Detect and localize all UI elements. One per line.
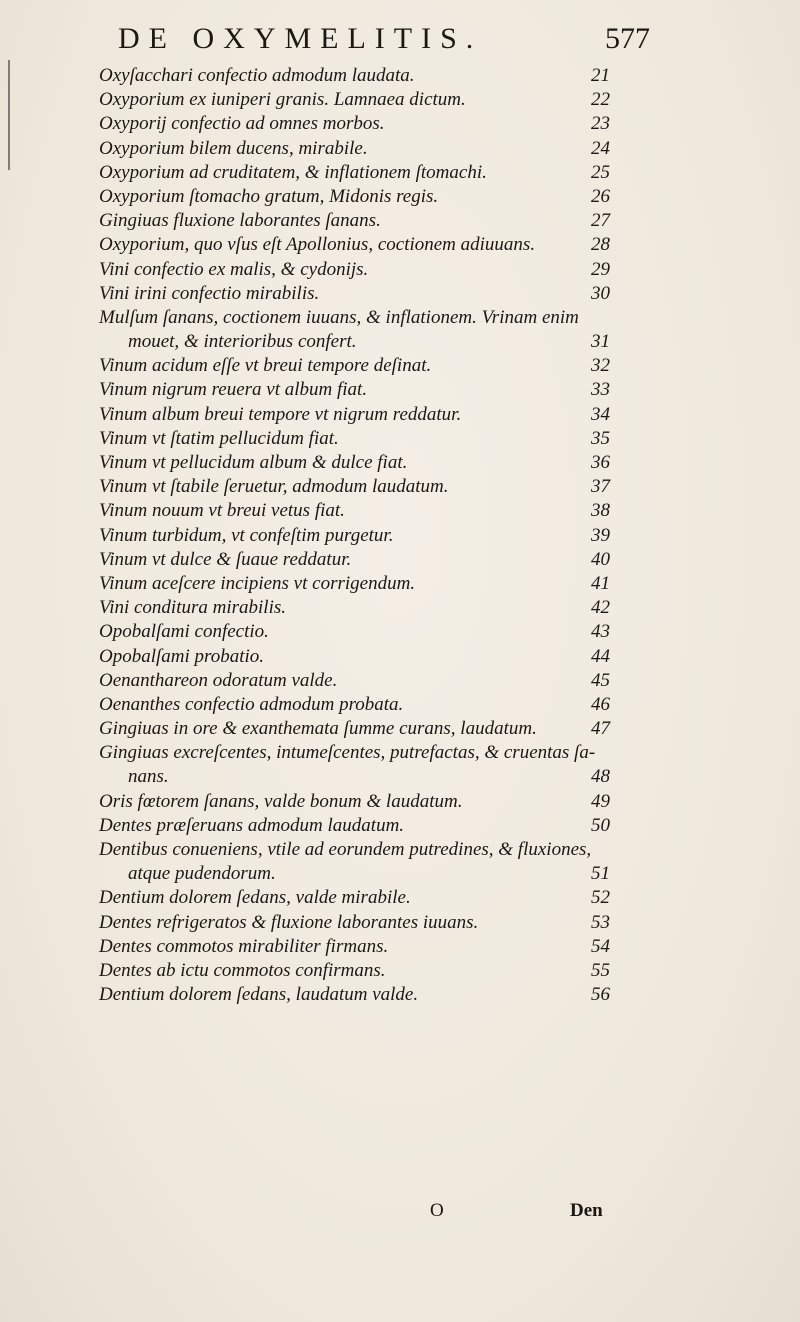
page-footer [0,1200,800,1226]
entry-title: Oenanthes confectio admodum probata. [99,693,404,715]
list-item [0,403,800,427]
entry-line [0,451,800,475]
list-item [0,88,800,112]
entry-title: Vinum vt ſtatim pellucidum fiat. [99,427,339,449]
entry-number: 39 [591,524,610,546]
entry-line [0,112,800,136]
entry-line [0,64,800,88]
entry-line [0,862,800,886]
list-item [0,524,800,548]
entry-number: 34 [591,403,610,425]
entry-title: Dentium dolorem ſedans, valde mirabile. [99,887,411,909]
entry-line [0,282,800,306]
entry-number: 23 [591,113,610,135]
entry-number: 54 [591,935,610,957]
entry-number: 53 [591,911,610,933]
entry-line [0,741,800,765]
entry-line [0,669,800,693]
list-item [0,258,800,282]
entry-title: Dentes ab ictu commotos confirmans. [99,959,386,981]
page-header [90,18,650,58]
entry-title: Vini confectio ex malis, & cydonijs. [99,258,369,280]
entry-number: 49 [591,790,610,812]
entry-title: Vinum vt dulce & ſuaue reddatur. [99,548,352,570]
entry-line [0,427,800,451]
list-item [0,378,800,402]
entry-title: Oxyporij confectio ad omnes morbos. [99,113,385,135]
entry-line [0,185,800,209]
entry-title: mouet, & interioribus confert. [128,331,357,353]
list-item [0,596,800,620]
entry-title: Oris fœtorem ſanans, valde bonum & laudatum. [99,790,463,812]
entry-line [0,378,800,402]
list-item [0,137,800,161]
entry-title: Mulſum ſanans, coctionem iuuans, & inflationem. Vrinam enim [99,306,579,328]
entry-line [0,790,800,814]
list-item [0,717,800,741]
list-item [0,886,800,910]
entry-line [0,233,800,257]
list-item [0,983,800,1007]
entry-title: Vinum aceſcere incipiens vt corrigendum. [99,572,416,594]
entry-title: Opobalſami confectio. [99,621,269,643]
entry-number: 41 [591,572,610,594]
entry-title: nans. [128,766,169,788]
entry-title: Dentes commotos mirabiliter firmans. [99,935,389,957]
entry-number: 45 [591,669,610,691]
entry-title: Gingiuas fluxione laborantes ſanans. [99,210,381,232]
list-item [0,306,800,354]
entry-number: 32 [591,355,610,377]
list-item [0,645,800,669]
entry-number: 42 [591,597,610,619]
entry-line [0,765,800,789]
entry-title: Gingiuas in ore & exanthemata ſumme curans, laudatum. [99,718,537,740]
entry-line [0,959,800,983]
entry-line [0,572,800,596]
entry-line [0,161,800,185]
list-item [0,354,800,378]
list-item [0,64,800,88]
list-item [0,669,800,693]
entry-title: Dentium dolorem ſedans, laudatum valde. [99,984,419,1006]
entry-line [0,693,800,717]
list-item [0,620,800,644]
entry-title: Oxyporium, quo vſus eſt Apollonius, coctionem adiuuans. [99,234,536,256]
entry-title: Vinum acidum eſſe vt breui tempore deſinat. [99,355,432,377]
entry-number: 37 [591,476,610,498]
entry-number: 21 [591,65,610,86]
entry-number: 22 [591,89,610,111]
entry-title: Dentes præſeruans admodum laudatum. [99,814,405,836]
entry-title: Oxyporium ſtomacho gratum, Midonis regis. [99,185,439,207]
entry-line [0,596,800,620]
entry-number: 27 [591,210,610,232]
entry-line [0,838,800,862]
list-item [0,548,800,572]
entry-line [0,548,800,572]
entry-line [0,717,800,741]
entry-title: Opobalſami probatio. [99,645,265,667]
entry-line [0,88,800,112]
list-item [0,790,800,814]
list-item [0,161,800,185]
entry-number: 44 [591,645,610,667]
entry-number: 40 [591,548,610,570]
entry-title: Vini irini confectio mirabilis. [99,282,320,304]
entry-line [0,983,800,1007]
list-item [0,427,800,451]
entry-number: 51 [591,863,610,885]
list-item [0,451,800,475]
list-item [0,499,800,523]
entry-line [0,137,800,161]
entry-line [0,814,800,838]
entry-number: 52 [591,887,610,909]
entry-number: 31 [591,331,610,353]
entry-title: Oxyporium ex iuniperi granis. Lamnaea dictum. [99,89,466,111]
list-item [0,693,800,717]
entry-number: 24 [591,137,610,159]
entry-line [0,209,800,233]
entry-number: 55 [591,959,610,981]
list-item [0,959,800,983]
entry-title: Vini conditura mirabilis. [99,597,287,619]
list-item [0,233,800,257]
entry-line [0,524,800,548]
list-item [0,572,800,596]
entry-number: 56 [591,984,610,1006]
entry-number: 25 [591,161,610,183]
catchword: Den [570,1200,603,1221]
list-item [0,935,800,959]
entry-number: 50 [591,814,610,836]
entry-line [0,911,800,935]
list-item [0,814,800,838]
list-item [0,282,800,306]
entry-title: atque pudendorum. [128,863,276,885]
entry-number: 30 [591,282,610,304]
recipe-index-list [0,64,800,1007]
entry-number: 43 [591,621,610,643]
entry-title: Gingiuas excreſcentes, intumeſcentes, putrefactas, & cruentas ſa- [99,742,596,764]
entry-line [0,475,800,499]
entry-title: Vinum nouum vt breui vetus fiat. [99,500,345,522]
entry-number: 47 [591,718,610,740]
entry-title: Vinum album breui tempore vt nigrum reddatur. [99,403,462,425]
entry-title: Vinum nigrum reuera vt album fiat. [99,379,368,401]
entry-line [0,935,800,959]
list-item [0,911,800,935]
entry-number: 48 [591,766,610,788]
list-item [0,209,800,233]
list-item [0,838,800,886]
entry-number: 35 [591,427,610,449]
entry-title: Dentes refrigeratos & fluxione laborantes iuuans. [99,911,479,933]
entry-title: Dentibus conueniens, vtile ad eorundem putredines, & fluxiones, [99,839,592,860]
page-number: 577 [605,22,650,55]
entry-line [0,354,800,378]
entry-number: 33 [591,379,610,401]
list-item [0,112,800,136]
entry-line [0,330,800,354]
entry-number: 26 [591,185,610,207]
signature-mark: O [430,1200,444,1221]
entry-number: 36 [591,452,610,473]
entry-number: 46 [591,693,610,715]
entry-line [0,886,800,910]
entry-number: 28 [591,234,610,256]
entry-line [0,258,800,282]
entry-title: Vinum vt pellucidum album & dulce fiat. [99,452,408,473]
list-item [0,185,800,209]
entry-title: Oxyporium bilem ducens, mirabile. [99,137,368,159]
entry-title: Vinum vt ſtabile ſeruetur, admodum laudatum. [99,476,449,498]
list-item [0,741,800,789]
entry-line [0,499,800,523]
entry-title: Vinum turbidum, vt confeſtim purgetur. [99,524,394,546]
entry-title: Oenanthareon odoratum valde. [99,669,338,691]
entry-line [0,620,800,644]
list-item [0,475,800,499]
entry-line [0,645,800,669]
entry-line [0,306,800,330]
entry-line [0,403,800,427]
entry-number: 38 [591,500,610,522]
entry-title: Oxyſacchari confectio admodum laudata. [99,65,415,86]
running-head: DE OXYMELITIS. [118,22,483,55]
entry-title: Oxyporium ad cruditatem, & inflationem ſtomachi. [99,161,487,183]
entry-number: 29 [591,258,610,280]
